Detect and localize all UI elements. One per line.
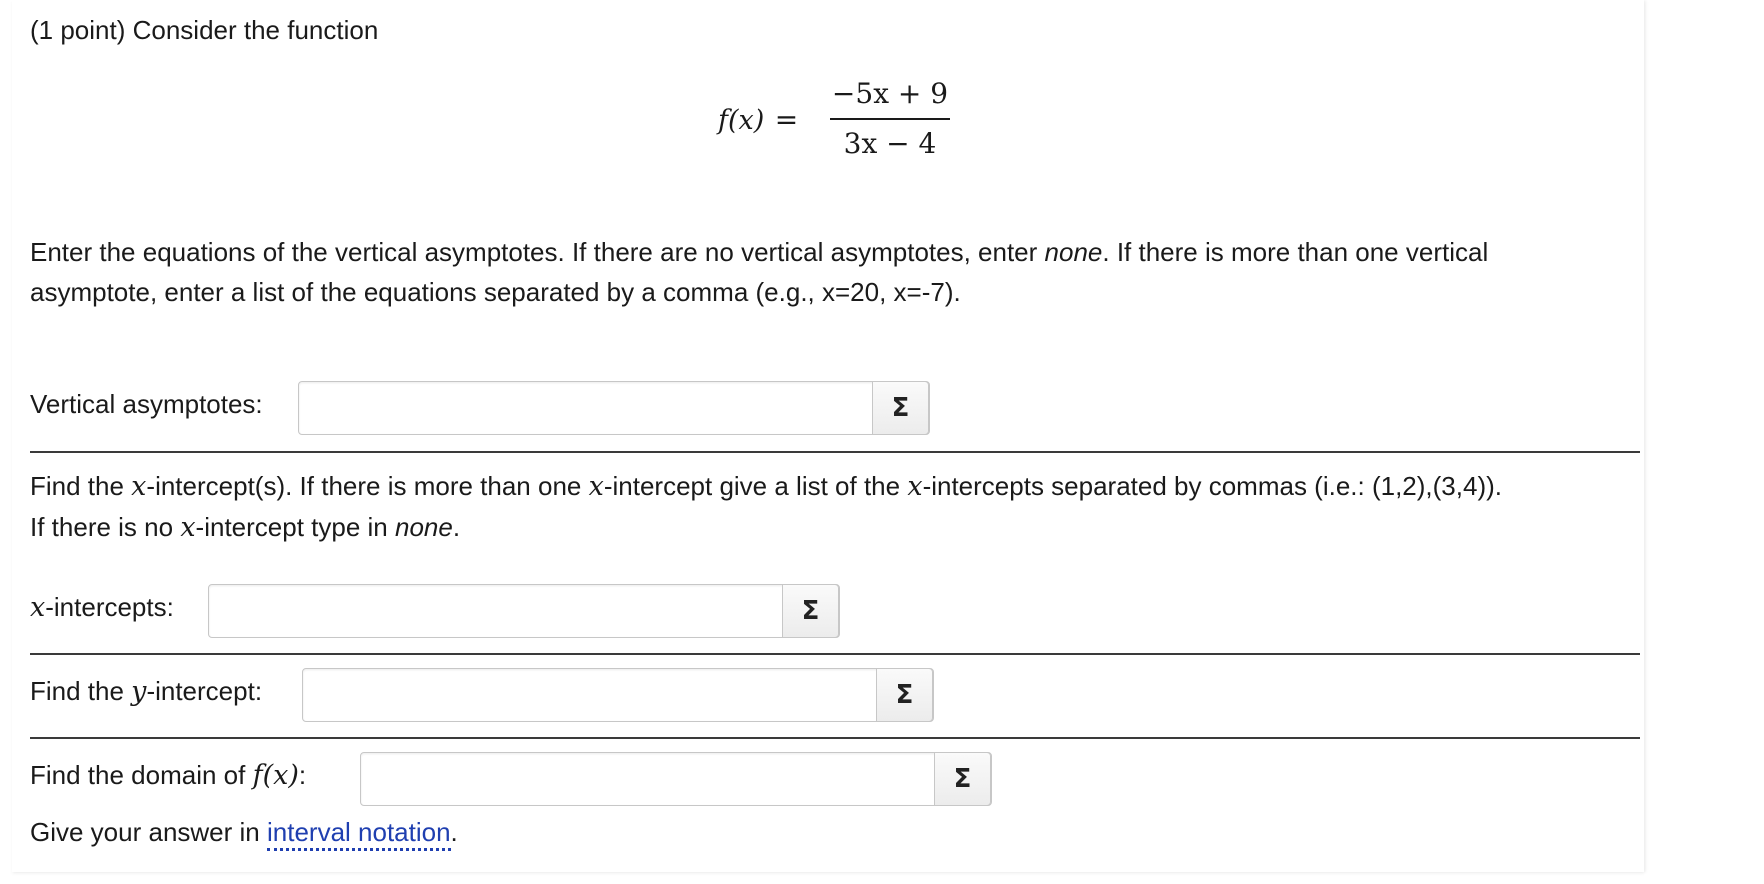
xi-text-a: Find the [30, 471, 132, 501]
x-intercepts-input[interactable] [209, 585, 781, 637]
x-intercepts-label [30, 587, 174, 628]
divider [30, 653, 1640, 655]
xi-none-text: none [394, 512, 453, 542]
equals-sign: = [774, 103, 799, 136]
equation-lhs [718, 100, 798, 145]
xi-text-d: -intercepts separated by commas (i.e.: (1,2),(3,4)). [922, 471, 1502, 501]
x-variable: x [131, 471, 147, 502]
sigma-icon: Σ [801, 596, 820, 626]
va-instruction-text-2: . If there is more than one vertical [1102, 237, 1489, 267]
x-variable: x [180, 512, 196, 543]
sigma-icon: Σ [953, 764, 972, 794]
vertical-asymptotes-input[interactable] [299, 382, 871, 434]
numerator: −5x + 9 [831, 77, 949, 110]
x-variable: x [30, 592, 46, 623]
yi-label-b: -intercept: [146, 676, 263, 706]
domain-input[interactable] [361, 753, 933, 805]
va-instruction-text: Enter the equations of the vertical asymptotes. If there are no vertical asymptotes, enter [30, 237, 1045, 267]
domain-note-end: . [450, 817, 458, 847]
domain-label-b: : [298, 760, 307, 790]
x-variable: x [588, 471, 604, 502]
va-instruction-line2: asymptote, enter a list of the equations separated by a comma (e.g., x=20, x=-7). [30, 277, 961, 307]
equation-editor-button[interactable] [876, 668, 933, 722]
y-intercept-label [30, 671, 262, 712]
xi-line2-b: -intercept type in [195, 512, 395, 542]
y-intercept-field [302, 668, 934, 722]
sigma-icon: Σ [895, 680, 914, 710]
yi-label-a: Find the [30, 676, 132, 706]
divider [30, 737, 1640, 739]
vertical-asymptotes-label: Vertical asymptotes: [30, 389, 263, 419]
sigma-icon: Σ [891, 393, 910, 423]
equation-editor-button[interactable] [782, 584, 839, 638]
domain-note [30, 812, 458, 852]
vertical-asymptotes-instructions [30, 232, 1630, 312]
xi-line2-end: . [452, 512, 461, 542]
problem-header-text: (1 point) Consider the function [30, 15, 379, 45]
va-none-text: none [1044, 237, 1103, 267]
interval-notation-link[interactable]: interval notation [267, 817, 451, 851]
fraction-bar [830, 118, 950, 120]
y-intercept-input[interactable] [303, 669, 875, 721]
denominator: 3x − 4 [843, 127, 937, 160]
domain-note-text: Give your answer in [30, 817, 267, 847]
function-equation [718, 72, 978, 168]
xi-line2-a: If there is no [30, 512, 181, 542]
equation-editor-button[interactable] [872, 381, 929, 435]
vertical-asymptotes-field [298, 381, 930, 435]
domain-field [360, 752, 992, 806]
divider [30, 451, 1640, 453]
y-variable: y [131, 676, 147, 707]
problem-header [30, 10, 378, 50]
x-variable: x [907, 471, 923, 502]
x-intercepts-field [208, 584, 840, 638]
xi-text-c: -intercept give a list of the [603, 471, 908, 501]
domain-label-a: Find the domain of [30, 760, 253, 790]
xi-text-b: -intercept(s). If there is more than one [146, 471, 589, 501]
equation-editor-button[interactable] [934, 752, 991, 806]
function-name: f(x) [718, 105, 765, 136]
x-intercepts-instructions [30, 466, 1630, 548]
domain-label [30, 755, 306, 796]
fx-symbol: f(x) [252, 760, 299, 791]
x-intercepts-label-text: -intercepts: [45, 592, 174, 622]
